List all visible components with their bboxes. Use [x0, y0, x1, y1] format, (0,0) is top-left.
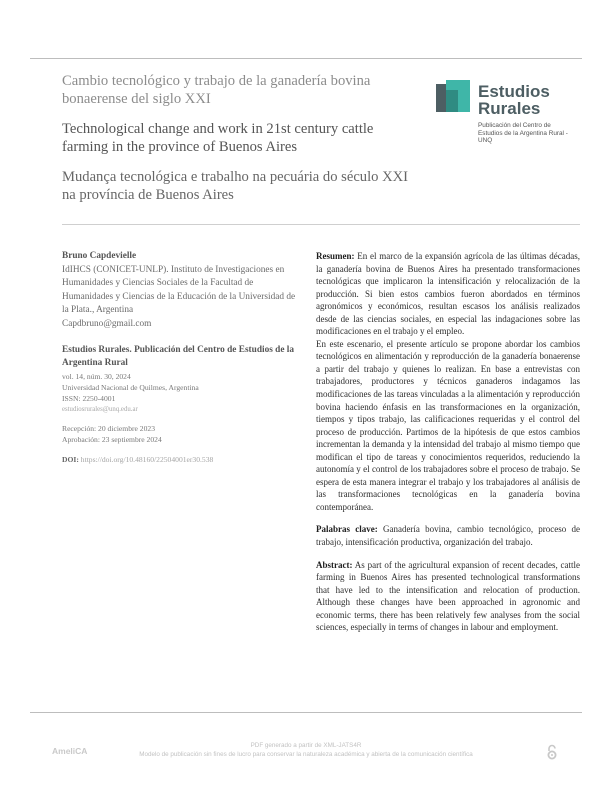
footer-line-1: PDF generado a partir de XML-JATS4R: [250, 742, 362, 749]
keywords: [316, 523, 580, 548]
title-spanish: Cambio tecnológico y trabajo de la ganadería bovina bonaerense del siglo XXI: [62, 73, 371, 107]
received-date: Recepción: 20 diciembre 2023: [62, 423, 155, 433]
logo-line-1: Estudios: [478, 82, 550, 101]
amelica-brand: AmeliCA: [52, 746, 88, 756]
journal-volume: vol. 14, núm. 30, 2024: [62, 371, 131, 381]
article-titles: [62, 72, 422, 216]
footer-line-2: Modelo de publicación sin fines de lucro para conservar la naturaleza académica y abierta de la comunicación científica: [139, 750, 473, 758]
journal-logo: [436, 78, 576, 148]
resumen-paragraph-2: En este escenario, el presente artículo se propone abordar los cambios tecnológicos en alimentación y reproducción de la ganadería bonaerense a partir del trabajo y quienes lo realizan. En base a entrevistas con trabajadores, productores y técnicos ganaderos indagamos las modificaciones de las tareas vinculadas a la alimentación y reproducción bovina haciendo énfasis en las transformaciones en la organización, tiempos y tipos trabajo, las calificaciones requeridas y el control del proceso de producción. Partimos de la hipótesis de que estos cambios incrementan la demanda y la intensidad del trabajo al mismo tiempo que modifican el tipo de tareas y conocimientos requeridos, reduciendo la autonomía y el control de los trabajadores sobre el proceso de trabajo. Se espera de esta manera integrar el trabajo y los trabajadores al análisis de las transformaciones tecnológicas en la ganadería bovina contemporánea.: [316, 338, 580, 512]
abstract-column: [316, 250, 580, 634]
approved-date: Aprobación: 23 septiembre 2024: [62, 434, 162, 444]
article-dates: [62, 423, 300, 445]
logo-line-2: Rurales: [478, 99, 541, 118]
footer-divider: [30, 712, 582, 713]
abstract-text: As part of the agricultural expansion of recent decades, cattle farming in Buenos Aires has presented technological transformations that have led to the intensification and relocation of production. Although these changes have been approached in agronomic and economic terms, there has been relatively few analyses from the social sciences, especially in terms of changes in labour and employment.: [316, 559, 580, 633]
article-metadata: [62, 250, 300, 466]
journal-university: Universidad Nacional de Quilmes, Argentina: [62, 382, 199, 392]
header-divider: [62, 224, 580, 225]
estudios-rurales-logo-icon: [436, 80, 472, 116]
journal-issn: ISSN: 2250-4001: [62, 393, 116, 403]
resumen-text-1: En el marco de la expansión agrícola de las últimas décadas, la ganadería bovina de Buenos Aires ha presentado transformaciones tecnológicas que implicaron la intensificación y relocalización de la producción. Si bien estos cambios fueron abordados en términos agronómicos y económicos, resultan escasos los análisis realizados desde de las ciencias sociales, en especial las indagaciones sobre las modificaciones en el trabajo y el empleo.: [316, 251, 581, 337]
footer-text: [0, 742, 612, 759]
doi-link[interactable]: https://doi.org/10.48160/22504001er30.538: [80, 454, 214, 464]
title-english: Technological change and work in 21st century cattle farming in the province of Buenos Aires: [62, 121, 374, 155]
doi-label: DOI:: [62, 454, 79, 464]
keywords-label: Palabras clave:: [316, 524, 378, 535]
abstract-paragraph: [316, 559, 580, 634]
author-email[interactable]: Capdbruno@gmail.com: [62, 318, 152, 329]
journal-contact-email[interactable]: estudiosrurales@unq.edu.ar: [62, 405, 138, 413]
resumen-label: Resumen:: [316, 251, 355, 261]
author-name: Bruno Capdevielle: [62, 251, 137, 261]
open-access-icon: [546, 744, 558, 760]
keywords-text: Ganadería bovina, cambio tecnológico, proceso de trabajo, intensificación productiva, organización del trabajo.: [316, 524, 580, 548]
top-divider: [30, 58, 582, 59]
resumen-paragraph-1: [316, 250, 580, 338]
author-affiliation: IdIHCS (CONICET-UNLP). Instituto de Investigaciones en Humanidades y Ciencias Sociales de la Facultad de Humanidades y Ciencias de la Educación de la Universidad de la Plata., Argentina: [62, 264, 296, 316]
abstract-label: Abstract:: [316, 559, 353, 570]
logo-wordmark: [478, 83, 550, 117]
logo-subtitle: Publicación del Centro de Estudios de la Argentina Rural - UNQ: [478, 122, 568, 145]
title-portuguese: Mudança tecnológica e trabalho na pecuária do século XXI na província de Buenos Aires: [62, 169, 409, 203]
journal-name: Estudios Rurales. Publicación del Centro de Estudios de la Argentina Rural: [62, 344, 295, 369]
doi: [62, 453, 300, 467]
